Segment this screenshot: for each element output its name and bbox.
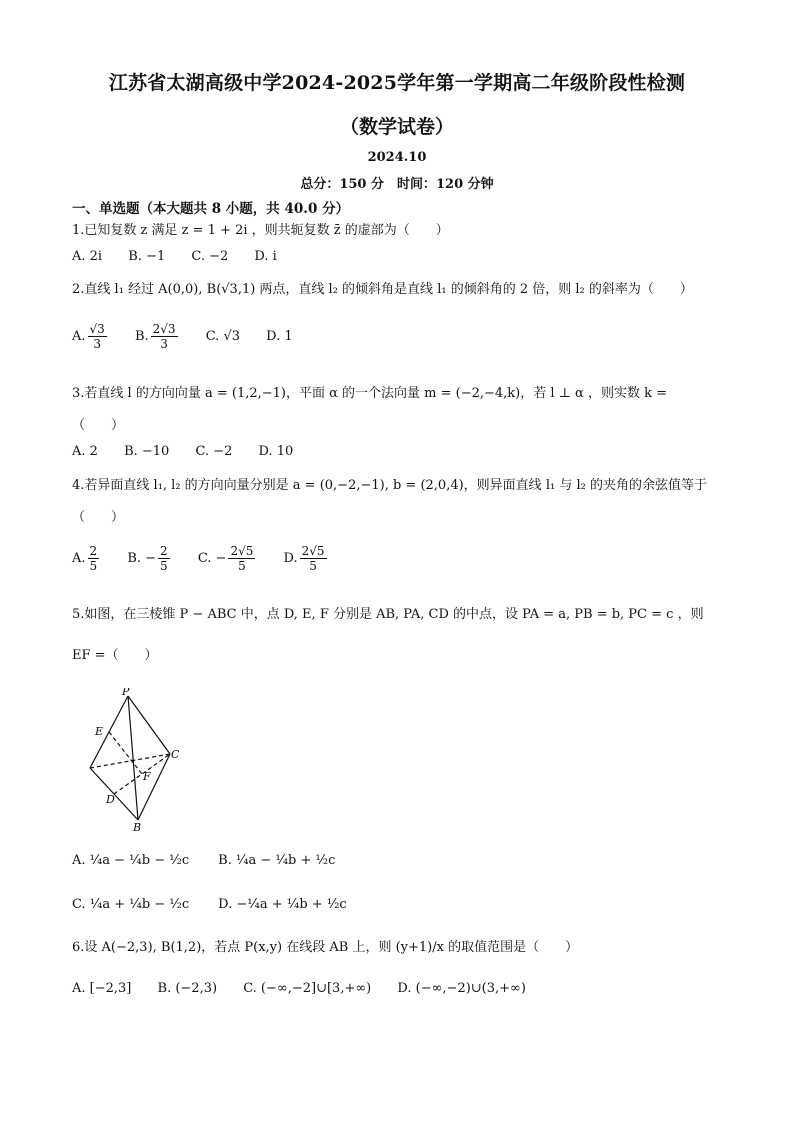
- q4-option-c[interactable]: [198, 544, 258, 573]
- q4-d-numerator: 2√5: [301, 544, 325, 558]
- q4-option-b[interactable]: [127, 544, 171, 573]
- label-c: C: [171, 748, 180, 761]
- q5-option-a[interactable]: A. ¹⁄₄a − ¹⁄₄b − ¹⁄₂c: [72, 853, 190, 868]
- exam-date: 2024.10: [367, 150, 427, 165]
- q2-option-a[interactable]: [72, 322, 109, 351]
- question-6-options: [72, 980, 548, 998]
- question-6-stem: 6.设 A(−2,3), B(1,2)，若点 P(x,y) 在线段 AB 上，则 (y+1)/x 的取值范围是（ ）: [72, 940, 579, 955]
- label-f: F: [143, 770, 151, 783]
- question-2-stem: 2.直线 l₁ 经过 A(0,0), B(√3,1) 两点，直线 l₂ 的倾斜角是直线 l₁ 的倾斜角的 2 倍，则 l₂ 的斜率为（ ）: [72, 282, 693, 297]
- label-e: E: [95, 725, 104, 738]
- q2-option-b-letter: B.: [134, 329, 149, 344]
- q4-option-a-letter: A.: [72, 551, 86, 566]
- q4-c-numerator: 2√5: [230, 544, 254, 558]
- question-3-options: [72, 443, 315, 461]
- q2-option-a-letter: A.: [72, 329, 86, 344]
- label-p: P: [122, 688, 130, 698]
- question-2-options: [72, 322, 315, 351]
- q2-a-denominator: 3: [93, 337, 101, 351]
- question-3-paren: （ ）: [72, 418, 125, 433]
- label-d: D: [106, 793, 115, 806]
- q1-option-a[interactable]: A. 2i: [72, 249, 103, 264]
- q4-option-c-letter: C. −: [197, 551, 227, 566]
- q6-option-c[interactable]: C. (−∞,−2]∪[3,+∞): [243, 981, 372, 996]
- q3-option-b[interactable]: B. −10: [124, 444, 170, 459]
- question-5-stem-2: EF =（ ）: [72, 648, 158, 663]
- question-5-stem: 5.如图，在三棱锥 P − ABC 中，点 D, E, F 分别是 AB, PA, CD 的中点，设 PA = a, PB = b, PC = c ，则: [72, 607, 704, 622]
- q6-option-a[interactable]: A. [−2,3]: [72, 981, 132, 996]
- edge-pb: [128, 696, 138, 820]
- question-1-stem: 1.已知复数 z 满足 z = 1 + 2i ，则共轭复数 z̄ 的虚部为（ ）: [72, 223, 449, 238]
- q4-c-denominator: 5: [238, 559, 246, 573]
- score-time: 总分：150 分 时间：120 分钟: [300, 177, 494, 192]
- question-5-options-row-1: [72, 852, 357, 870]
- edge-bc: [138, 754, 170, 820]
- q4-b-denominator: 5: [160, 559, 168, 573]
- label-b: B: [133, 821, 142, 833]
- q6-option-b[interactable]: B. (−2,3): [157, 981, 218, 996]
- q1-option-d[interactable]: D. i: [254, 249, 277, 264]
- q2-a-numerator: √3: [89, 322, 105, 336]
- segment-ef-hidden: [109, 732, 142, 774]
- question-5-options-row-2: [72, 896, 369, 914]
- q3-option-a[interactable]: A. 2: [72, 444, 98, 459]
- q4-a-numerator: 2: [89, 544, 98, 558]
- q4-a-denominator: 5: [89, 559, 98, 573]
- tetrahedron-figure: [80, 688, 190, 833]
- q4-option-d[interactable]: [284, 544, 329, 573]
- q2-option-c[interactable]: C. √3: [205, 329, 241, 344]
- q4-option-b-letter: B. −: [127, 551, 157, 566]
- q1-option-b[interactable]: B. −1: [128, 249, 166, 264]
- edge-pc: [128, 696, 170, 754]
- q4-option-d-letter: D.: [283, 551, 298, 566]
- q3-option-c[interactable]: C. −2: [195, 444, 233, 459]
- question-1-options: [72, 248, 299, 266]
- q3-option-d[interactable]: D. 10: [258, 444, 294, 459]
- segment-dc-hidden: [114, 754, 170, 794]
- question-3-stem: 3.若直线 l 的方向向量 a = (1,2,−1)，平面 α 的一个法向量 m = (−2,−4,k)，若 l ⊥ α ，则实数 k =: [72, 386, 667, 401]
- q2-b-numerator: 2√3: [152, 322, 176, 336]
- q4-b-numerator: 2: [160, 544, 168, 558]
- q4-option-a[interactable]: [72, 544, 101, 573]
- q5-option-d[interactable]: D. −¹⁄₄a + ¹⁄₄b + ¹⁄₂c: [218, 897, 347, 912]
- q1-option-c[interactable]: C. −2: [191, 249, 229, 264]
- q2-b-denominator: 3: [160, 337, 168, 351]
- q4-d-denominator: 5: [309, 559, 317, 573]
- q5-option-c[interactable]: C. ¹⁄₄a + ¹⁄₄b − ¹⁄₂c: [72, 897, 190, 912]
- q2-option-b[interactable]: [135, 322, 180, 351]
- q5-option-b[interactable]: B. ¹⁄₄a − ¹⁄₄b + ¹⁄₂c: [218, 853, 336, 868]
- section-title: 一、单选题（本大题共 8 小题，共 40.0 分）: [72, 201, 350, 217]
- q2-option-d[interactable]: D. 1: [266, 329, 293, 344]
- question-4-options: [72, 544, 351, 573]
- question-4-stem: 4.若异面直线 l₁, l₂ 的方向向量分别是 a = (0,−2,−1), b = (2,0,4)，则异面直线 l₁ 与 l₂ 的夹角的余弦值等于: [72, 478, 707, 493]
- edge-ac-hidden: [90, 754, 170, 768]
- question-4-paren: （ ）: [72, 510, 125, 525]
- page-title: 江苏省太湖高级中学2024-2025学年第一学期高二年级阶段性检测: [108, 72, 686, 94]
- q6-option-d[interactable]: D. (−∞,−2)∪(3,+∞): [397, 981, 526, 996]
- page-subtitle: （数学试卷）: [339, 116, 454, 138]
